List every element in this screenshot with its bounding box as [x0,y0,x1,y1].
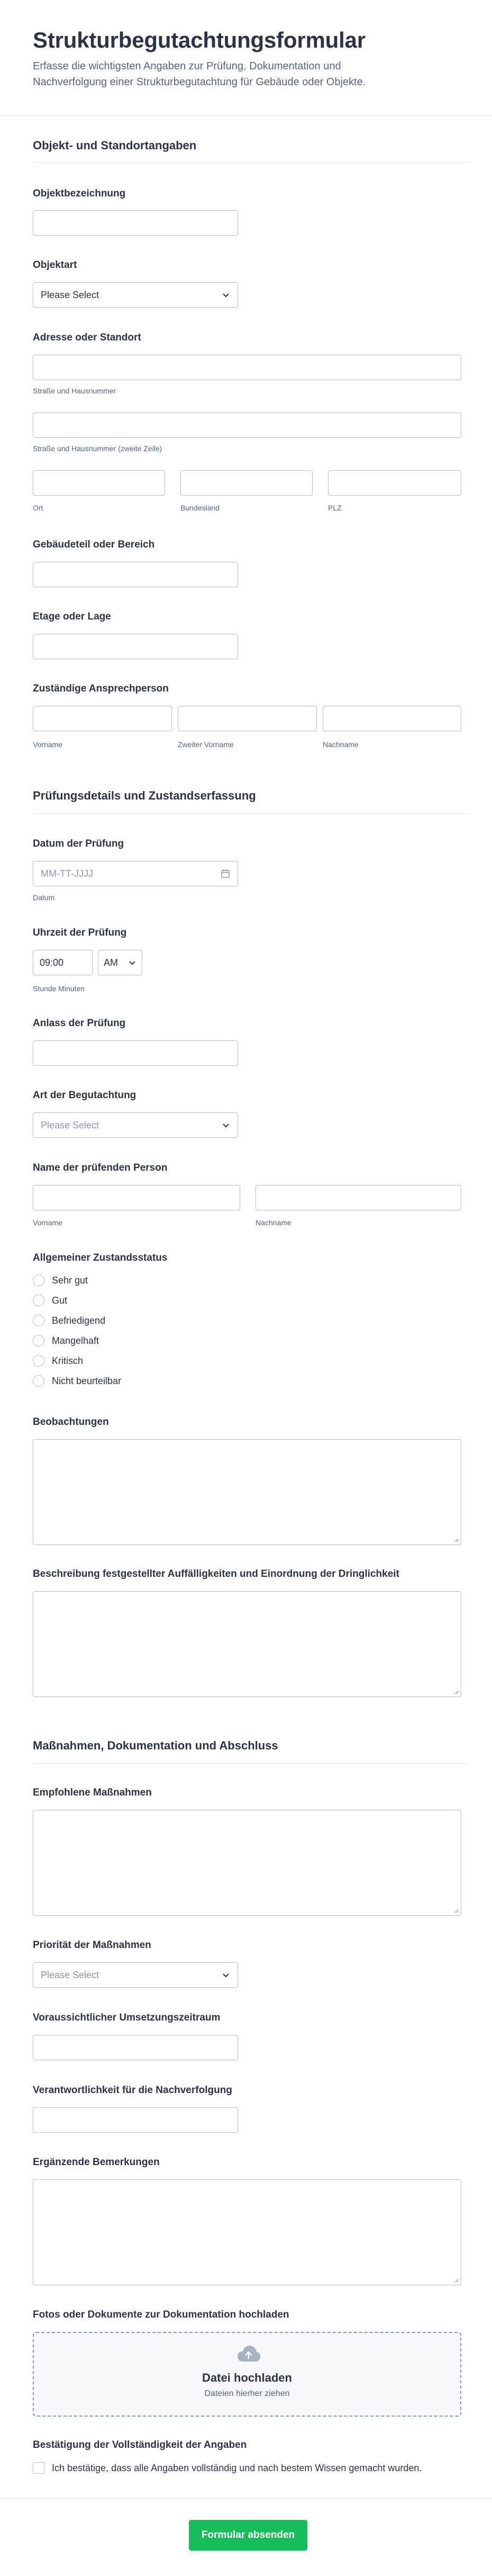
radio-label: Gut [52,1295,68,1306]
form-header [33,28,467,90]
resize-handle-icon[interactable] [453,1537,459,1542]
resize-handle-icon[interactable] [453,2277,459,2283]
ampm-value: AM [104,957,118,968]
state-input[interactable] [180,470,313,496]
gebaeudeteil-input[interactable] [33,562,238,587]
prioritaet-label: Priorität der Maßnahmen [33,1940,151,1951]
state-sublabel: Bundesland [180,504,220,512]
datum-placeholder: MM-TT-JJJJ [41,868,93,879]
street-sublabel: Straße und Hausnummer [33,387,116,395]
radio-button[interactable] [33,1375,44,1387]
objektbezeichnung-label: Objektbezeichnung [33,188,126,199]
pruefer-name-label: Name der prüfenden Person [33,1162,168,1173]
chevron-down-icon [128,958,136,967]
section-divider [33,1763,470,1764]
uhrzeit-label: Uhrzeit der Prüfung [33,927,127,938]
bestaetigung-text: Ich bestätige, dass alle Angaben vollständig und nach bestem Wissen gemacht wurden. [52,2462,422,2473]
form-title: Strukturbegutachtungsformular [33,28,366,52]
zustand-label: Allgemeiner Zustandsstatus [33,1252,168,1263]
resize-handle-icon[interactable] [453,1689,459,1694]
ansprechperson-last-input[interactable] [323,706,461,731]
verantwortlich-label: Verantwortlichkeit für die Nachverfolgung [33,2085,232,2096]
adresse-label: Adresse oder Standort [33,332,141,343]
beschreibung-textarea[interactable] [33,1591,461,1697]
ansprechperson-middle-input[interactable] [178,706,317,731]
ansprechperson-last-sublabel: Nachname [323,740,359,749]
upload-hint: Dateien hierher ziehen [204,2389,290,2398]
resize-handle-icon[interactable] [453,1908,459,1913]
upload-label: Fotos oder Dokumente zur Dokumentation hochladen [33,2309,289,2320]
pruefer-first-sublabel: Vorname [33,1218,63,1227]
art-label: Art der Begutachtung [33,1090,136,1101]
objektart-select[interactable] [33,282,238,308]
calendar-icon[interactable] [221,869,230,878]
art-select[interactable] [33,1112,238,1138]
radio-label: Nicht beurteilbar [52,1375,122,1386]
bestaetigung-checkbox-row[interactable] [33,2462,422,2474]
section-divider [33,813,470,814]
anlass-label: Anlass der Prüfung [33,1018,126,1029]
massnahmen-textarea[interactable] [33,1810,461,1916]
zeitraum-input[interactable] [33,2035,238,2060]
objektbezeichnung-input[interactable] [33,210,238,236]
zip-input[interactable] [328,470,461,496]
radio-label: Kritisch [52,1355,84,1366]
beobachtungen-textarea[interactable] [33,1439,461,1545]
zustand-radio-group [33,1273,244,1388]
massnahmen-label: Empfohlene Maßnahmen [33,1787,152,1798]
uhrzeit-value: 09:00 [40,957,64,968]
art-placeholder: Please Select [41,1119,99,1130]
bestaetigung-checkbox[interactable] [33,2462,44,2474]
radio-label: Sehr gut [52,1274,88,1286]
objektart-label: Objektart [33,259,77,271]
zip-sublabel: PLZ [328,504,342,512]
prioritaet-placeholder: Please Select [41,1969,99,1980]
datum-label: Datum der Prüfung [33,838,124,849]
radio-button[interactable] [33,1295,44,1306]
datum-sublabel: Datum [33,893,55,902]
upload-title: Datei hochladen [202,2371,292,2384]
radio-button[interactable] [33,1315,44,1326]
chevron-down-icon [222,1971,230,1979]
radio-option[interactable] [33,1353,244,1368]
verantwortlich-input[interactable] [33,2107,238,2133]
cloud-upload-icon [236,2345,261,2363]
submit-button[interactable]: Formular absenden [189,2520,307,2551]
radio-option[interactable] [33,1333,244,1348]
radio-button[interactable] [33,1274,44,1286]
radio-button[interactable] [33,1355,44,1367]
street2-input[interactable] [33,412,461,438]
radio-option[interactable] [33,1374,244,1388]
zeitraum-label: Voraussichtlicher Umsetzungszeitraum [33,2012,221,2023]
ansprechperson-label: Zuständige Ansprechperson [33,683,169,694]
section-title-objekt: Objekt- und Standortangaben [33,139,197,152]
radio-label: Befriedigend [52,1315,106,1326]
radio-button[interactable] [33,1335,44,1347]
ansprechperson-middle-sublabel: Zweiter Vorname [178,740,234,749]
bestaetigung-label: Bestätigung der Vollständigkeit der Angaben [33,2439,247,2451]
gebaeudeteil-label: Gebäudeteil oder Bereich [33,539,155,550]
etage-input[interactable] [33,634,238,659]
upload-dropzone[interactable] [33,2332,461,2417]
footer-divider [0,2498,492,2499]
pruefer-last-sublabel: Nachname [256,1218,291,1227]
prioritaet-select[interactable] [33,1962,238,1988]
ansprechperson-first-sublabel: Vorname [33,740,63,749]
radio-option[interactable] [33,1273,244,1288]
ansprechperson-first-input[interactable] [33,706,172,731]
section-divider [33,162,470,163]
anlass-input[interactable] [33,1040,238,1066]
beobachtungen-label: Beobachtungen [33,1416,109,1428]
radio-option[interactable] [33,1313,244,1328]
chevron-down-icon [222,291,230,299]
etage-label: Etage oder Lage [33,611,111,622]
street2-sublabel: Straße und Hausnummer (zweite Zeile) [33,444,162,453]
uhrzeit-input[interactable] [33,950,93,975]
form-subtitle: Erfasse die wichtigsten Angaben zur Prüfung, Dokumentation und Nachverfolgung einer Strukturbegutachtung für Gebäude oder Objekte. [33,60,366,88]
beschreibung-label: Beschreibung festgestellter Auffälligkeiten und Einordnung der Dringlichkeit [33,1568,399,1579]
uhrzeit-sublabel: Stunde Minuten [33,984,85,993]
chevron-down-icon [222,1121,230,1129]
street-input[interactable] [33,355,461,380]
objektart-value: Please Select [41,289,99,300]
pruefer-first-input[interactable] [33,1185,240,1210]
city-input[interactable] [33,470,165,496]
datum-input[interactable] [33,861,238,886]
radio-option[interactable] [33,1293,244,1308]
section-title-massnahmen: Maßnahmen, Dokumentation und Abschluss [33,1739,278,1752]
ampm-select[interactable] [98,950,142,975]
city-sublabel: Ort [33,504,43,512]
pruefer-last-input[interactable] [256,1185,461,1210]
radio-label: Mangelhaft [52,1335,99,1346]
bemerkungen-label: Ergänzende Bemerkungen [33,2157,160,2168]
header-divider [0,115,492,116]
section-title-pruefung: Prüfungsdetails und Zustandserfassung [33,789,256,802]
bemerkungen-textarea[interactable] [33,2179,461,2285]
